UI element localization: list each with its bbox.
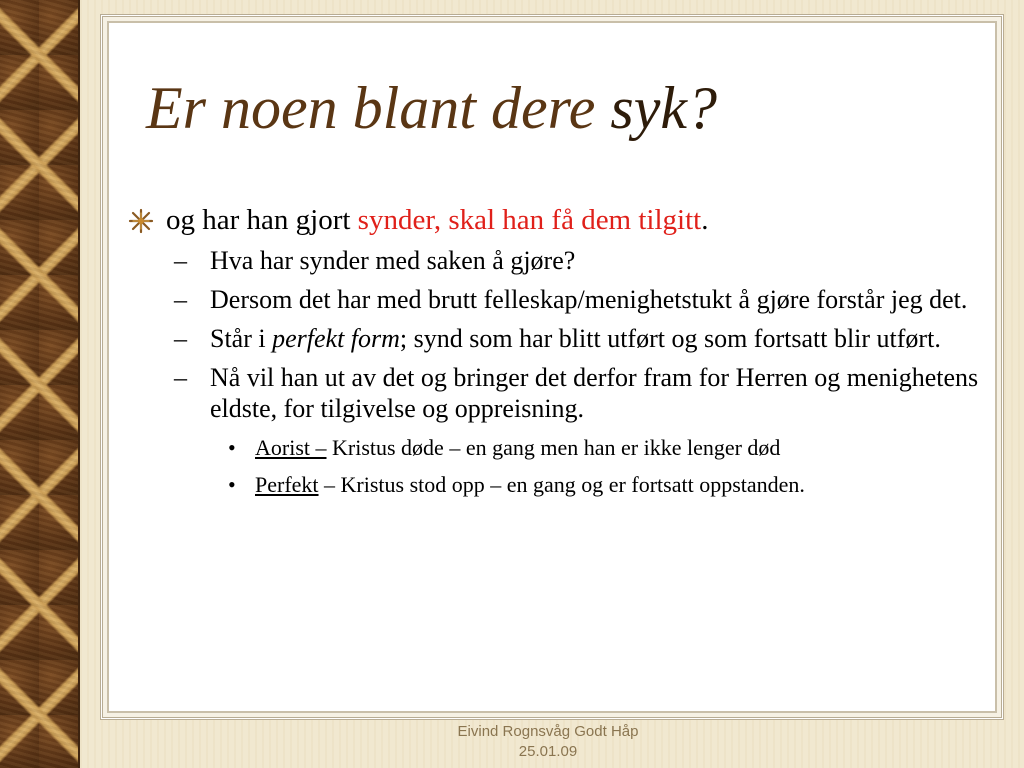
- sub-bullet: [174, 323, 988, 354]
- sub-sub-bullet: [228, 471, 988, 498]
- slide-title: [146, 74, 717, 143]
- dash-marker: –: [174, 246, 187, 275]
- sub-bullet-text: Nå vil han ut av det og bringer det derfor fram for Herren og menighetens eldste, for tilgivelse og oppreisning.: [210, 363, 979, 423]
- slide-title-main: Er noen blant dere: [146, 75, 611, 141]
- dash-marker: –: [174, 285, 187, 314]
- term-aorist: Aorist –: [255, 435, 327, 460]
- decorative-side-strip: [0, 0, 80, 768]
- bullet-level1: [128, 203, 988, 237]
- sub-bullet: [174, 284, 988, 315]
- slide-footer: [400, 722, 696, 762]
- slide-body: [128, 203, 988, 498]
- sub-bullet: [174, 245, 988, 276]
- sub-bullet-text: Dersom det har med brutt felleskap/menighetstukt å gjøre forstår jeg det.: [210, 285, 968, 314]
- footer-date: 25.01.09: [518, 743, 578, 760]
- bullet-text-highlight: synder, skal han få dem tilgitt: [357, 204, 702, 236]
- sub-bullet-text-pre: Står i: [210, 324, 273, 353]
- sub-sub-bullet-text: Kristus døde – en gang men han er ikke lenger død: [326, 435, 781, 460]
- footer-author: Eivind Rognsvåg Godt Håp: [457, 723, 639, 740]
- dash-marker: –: [174, 324, 187, 353]
- bullet-text-pre: og har han gjort: [166, 204, 358, 236]
- sub-bullet-text-post: ; synd som har blitt utført og som fortsatt blir utført.: [399, 324, 941, 353]
- slide-title-accent: syk?: [610, 75, 717, 141]
- sub-sub-bullet: [228, 434, 988, 461]
- dash-marker: –: [174, 363, 187, 392]
- bullet-text-post: .: [701, 204, 709, 236]
- sub-bullet-text-italic: perfekt form: [272, 324, 400, 353]
- sub-bullet-text: Hva har synder med saken å gjøre?: [210, 246, 576, 275]
- dot-marker: •: [228, 435, 236, 460]
- dot-marker: •: [228, 472, 236, 497]
- term-perfekt: Perfekt: [255, 472, 319, 497]
- sub-bullet: [174, 362, 988, 424]
- starburst-bullet-icon: [128, 208, 154, 234]
- sub-sub-bullet-text: – Kristus stod opp – en gang og er fortsatt oppstanden.: [318, 472, 805, 497]
